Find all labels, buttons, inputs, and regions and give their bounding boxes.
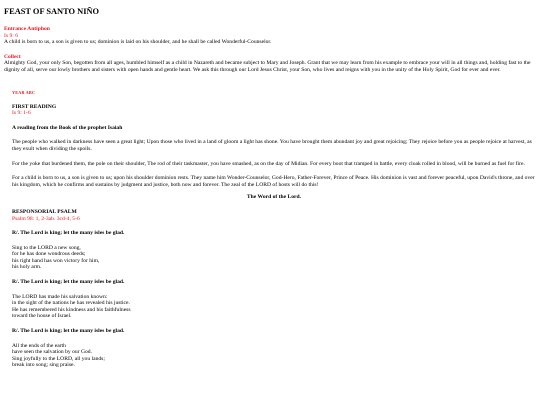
collect-heading: Collect: [4, 53, 21, 60]
stanza-line: his holy arm.: [12, 264, 42, 271]
stanza-line: All the ends of the earth: [12, 342, 66, 349]
reading-paragraph: For a child is born to us, a son is given to us; upon his shoulder dominion rests. They name him Wonder-Counselor, God-Hero, Father-Forever, Prince of Peace. His dominion is vast and forever peaceful, upon David's throne, and over his kingdom, which he confirms and sustains by judgment and justice, both now and forever. The zeal of the LORD of hosts will do this!: [12, 175, 535, 188]
psalm-response: R/. The Lord is king; let the many isles be glad.: [12, 279, 125, 286]
psalm-stanza: [12, 343, 536, 369]
psalm-response: R/. The Lord is king; let the many isles be glad.: [12, 230, 125, 237]
reading-closing: The Word of the Lord.: [246, 194, 302, 201]
stanza-line: toward the house of Israel.: [12, 313, 72, 320]
entrance-antiphon-heading: Entrance Antiphon: [4, 26, 50, 32]
entrance-antiphon-ref: Is 9: 6: [4, 32, 18, 39]
page-title: FEAST OF SANTO NIÑO: [4, 7, 100, 16]
psalm-stanza: [12, 245, 536, 271]
stanza-line: in the sight of the nations he has revealed his justice.: [12, 300, 130, 307]
stanza-line: for he has done wondrous deeds;: [12, 251, 86, 258]
stanza-line: have seen the salvation by our God.: [12, 349, 93, 356]
psalm-heading: RESPONSORIAL PSALM: [12, 208, 77, 215]
stanza-line: Sing joyfully to the LORD, all you lands;: [12, 355, 105, 362]
first-reading-section: [4, 104, 536, 369]
psalm-response: R/. The Lord is king; let the many isles be glad.: [12, 328, 125, 335]
collect-section: [4, 54, 536, 74]
entrance-antiphon-text: A child is born to us, a son is given to us; dominion is laid on his shoulder, and he shall be called Wonderful-Counselor.: [4, 39, 272, 46]
stanza-line: his right hand has won victory for him,: [12, 257, 100, 264]
responsorial-psalm-section: [12, 209, 536, 369]
first-reading-ref: Is 9: 1-6: [12, 110, 31, 117]
stanza-line: The LORD has made his salvation known:: [12, 293, 108, 300]
stanza-line: Sing to the LORD a new song,: [12, 244, 81, 251]
entrance-antiphon-section: [4, 26, 536, 46]
stanza-line: break into song; sing praise.: [12, 362, 75, 369]
reading-paragraph: The people who walked in darkness have seen a great light; Upon those who lived in a land of gloom a light has shone. You have brought them abundant joy and great rejoicing; They rejoice before you as people rejoice at harvest, as they exult when dividing the spoils.: [12, 139, 532, 152]
psalm-ref: Psalm 98: 1, 2-3ab. 3cd-4, 5-6: [12, 215, 80, 222]
reading-paragraph: For the yoke that burdened them, the pole on their shoulder, The rod of their taskmaster, you have smashed, as on the day of Midian. For every boot that tramped in battle, every cloak rolled in blood, will be burned as fuel for fire.: [12, 160, 525, 167]
year-label: YEAR ABC: [12, 89, 36, 95]
first-reading-heading: FIRST READING: [12, 103, 57, 110]
psalm-stanza: [12, 294, 536, 320]
collect-text: Almighty God, your only Son, begotten from all ages, humbled himself as a child in Nazareth and became subject to Mary and Joseph. Grant that we may learn from his example to embrace your will in all things and, holding fast to the dignity of all, serve our lowly brothers and sisters with open hands and gentle heart. We ask this through our Lord Jesus Christ, your Son, who lives and reigns with you in the unity of the Holy Spirit, God for ever and ever.: [4, 60, 531, 73]
first-reading-intro: A reading from the Book of the prophet Isaiah: [12, 124, 123, 131]
stanza-line: He has remembered his kindness and his faithfulness: [12, 306, 131, 313]
